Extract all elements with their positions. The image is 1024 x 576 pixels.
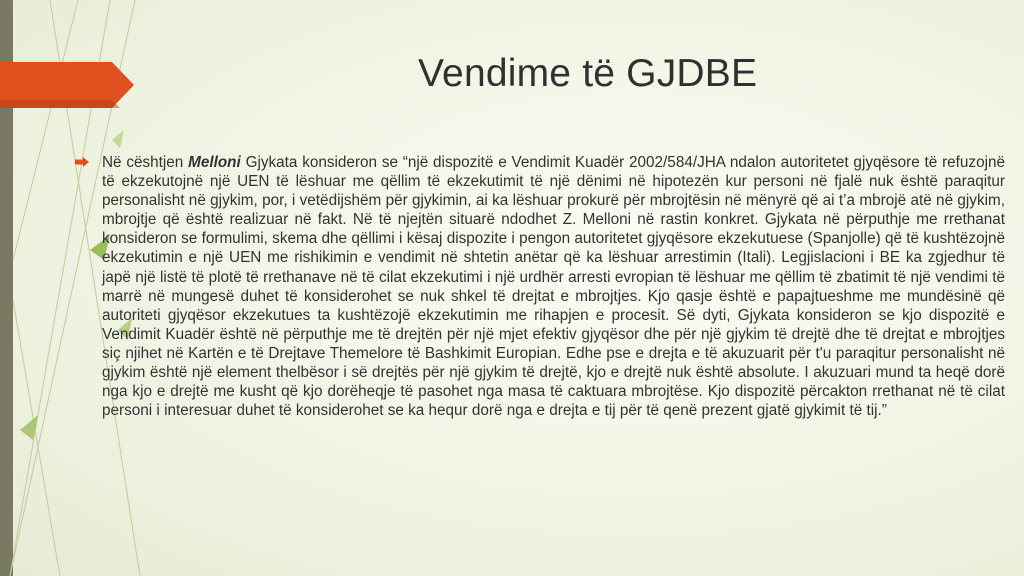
slide-title: Vendime të GJDBE	[418, 52, 758, 95]
arrow-bullet-icon	[75, 157, 89, 167]
bullet-text: Gjykata konsideron se “një dispozitë e Vendimit Kuadër 2002/584/JHA ndalon autoritetet gjyqësore të refuzojnë të ekzekutojnë një UEN të lëshuar me qëllim të ekzekutimit të një dënimi në hipotezën kur personi në fjalë nuk është paraqitur personalisht në gjykim, por, i vetëdijshëm për gjykimin, ai ka lëshuar prokurë për mbrojtësin në mënyrë që ai t’a mbrojë atë në gjykim, mbrojtje që është realizuar në fakt. Në të njejtën situarë ndodhet Z. Melloni në rastin konkret. Gjykata në përputhje me rrethanat konsideron se formulimi, skema dhe qëllimi i kësaj dispozite i pengon autoritetet gjyqësore ekzekutuese (Spanjolle) që të kushtëzojnë ekzekutimin e një UEN me rishikimin e vendimit në shtetin anëtar që ka lëshuar arrestimin (Itali). Legjislacioni i BE ka zgjedhur të japë një listë të plotë të rrethanave në të cilat ekzekutimi i një urdhër arresti evropian të lëshuar me qëllim të zbatimit të një vendimi të marrë në mungesë duhet të konsiderohet se nuk shkel të drejtat e mbrojtjes. Kjo qasje është e papajtueshme me mundësinë që autoriteti gjyqësor ekzekutues ta kushtëzojë ekzekutimin me rihapjen e procesit. Së dyti, Gjykata konsideron se kjo dispozitë e Vendimit Kuadër është në përputhje me të drejtën për një mjet efektiv gjyqësor dhe për një gjykim të drejtë dhe të drejtat e mbrojtjes siç njihet në Kartën e të Drejtave Themelore të Bashkimit Europian. Edhe pse e drejta e të akuzuarit për t'u paraqitur personalisht në gjykim është një element thelbësor i së drejtës për një gjykim të drejtë, kjo e drejtë nuk është absolute. I akuzuari mund ta heqë dorë nga kjo e drejtë me kusht që kjo dorëheqje të pasohet nga masa të caktuara mbrojtëse. Kjo dispozitë përcakton rrethanat në të cilat personi i interesuar duhet të konsiderohet se ka hequr dorë nga e drejta e tij për të qenë prezent gjatë gjykimit të tij.”	[102, 154, 1005, 420]
case-name: Melloni	[188, 154, 241, 171]
bullet-intro: Në cështjen	[102, 154, 184, 171]
content-area	[75, 153, 1005, 420]
title-accent-arrow	[0, 62, 134, 108]
bullet-paragraph	[102, 153, 1005, 420]
